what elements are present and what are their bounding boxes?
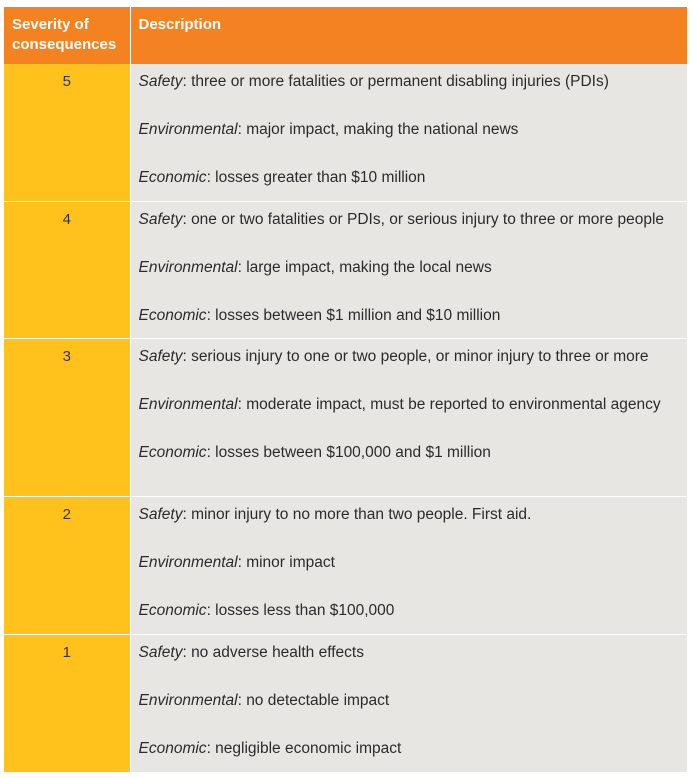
description-text: : moderate impact, must be reported to environmental agency (237, 395, 661, 413)
category-label: Safety (138, 505, 183, 523)
severity-value: 5 (4, 64, 130, 201)
table-row (4, 201, 687, 338)
category-label: Economic (138, 601, 207, 619)
description-text: : large impact, making the local news (237, 258, 492, 276)
category-label: Safety (138, 347, 183, 365)
category-label: Economic (138, 169, 207, 186)
description-text: : three or more fatalities or permanent disabling injuries (PDIs) (182, 73, 609, 90)
description-text: : no adverse health effects (182, 643, 364, 661)
description-line (139, 602, 682, 632)
table-header-row (4, 7, 687, 64)
severity-table (4, 7, 687, 773)
severity-value: 4 (4, 201, 130, 338)
severity-value: 1 (4, 634, 130, 772)
category-label: Environmental (138, 691, 238, 709)
description-cell (130, 64, 687, 201)
description-line (139, 169, 682, 199)
description-text: : negligible economic impact (206, 739, 402, 757)
description-cell (130, 338, 687, 496)
category-label: Safety (138, 643, 183, 661)
severity-value: 3 (4, 338, 130, 496)
table-row (4, 338, 687, 496)
category-label: Economic (138, 306, 207, 324)
description-text: : losses between $1 million and $10 million (206, 306, 501, 324)
description-line (139, 211, 682, 259)
category-label: Economic (138, 739, 207, 757)
column-header-description: Description (130, 7, 687, 64)
description-cell (130, 496, 687, 634)
description-text: : one or two fatalities or PDIs, or serious injury to three or more people (182, 210, 665, 228)
description-line (139, 73, 682, 121)
description-line (139, 644, 682, 692)
description-line (139, 307, 682, 337)
column-header-severity: Severity of consequences (4, 7, 130, 64)
description-text: : losses greater than $10 million (206, 169, 426, 186)
table-row (4, 634, 687, 772)
table-row (4, 496, 687, 634)
category-label: Environmental (138, 258, 238, 276)
description-text: : minor impact (237, 553, 335, 571)
description-line (139, 506, 682, 554)
category-label: Environmental (138, 121, 238, 138)
description-line (139, 692, 682, 740)
description-text: : serious injury to one or two people, or minor injury to three or more (182, 347, 649, 365)
description-line (139, 554, 682, 602)
description-text: : major impact, making the national news (237, 121, 519, 138)
description-line (139, 396, 682, 444)
description-line (139, 444, 682, 474)
category-label: Economic (138, 443, 207, 461)
description-text: : losses less than $100,000 (206, 601, 395, 619)
severity-value: 2 (4, 496, 130, 634)
description-line (139, 740, 682, 770)
severity-table-container (4, 7, 687, 773)
description-cell (130, 201, 687, 338)
description-text: : minor injury to no more than two people. First aid. (182, 505, 532, 523)
description-line (139, 121, 682, 169)
table-row (4, 64, 687, 201)
category-label: Safety (138, 210, 183, 228)
description-line (139, 348, 682, 396)
description-text: : no detectable impact (237, 691, 390, 709)
category-label: Environmental (138, 553, 238, 571)
category-label: Environmental (138, 395, 238, 413)
description-line (139, 259, 682, 307)
description-cell (130, 634, 687, 772)
category-label: Safety (138, 73, 183, 90)
description-text: : losses between $100,000 and $1 million (206, 443, 491, 461)
